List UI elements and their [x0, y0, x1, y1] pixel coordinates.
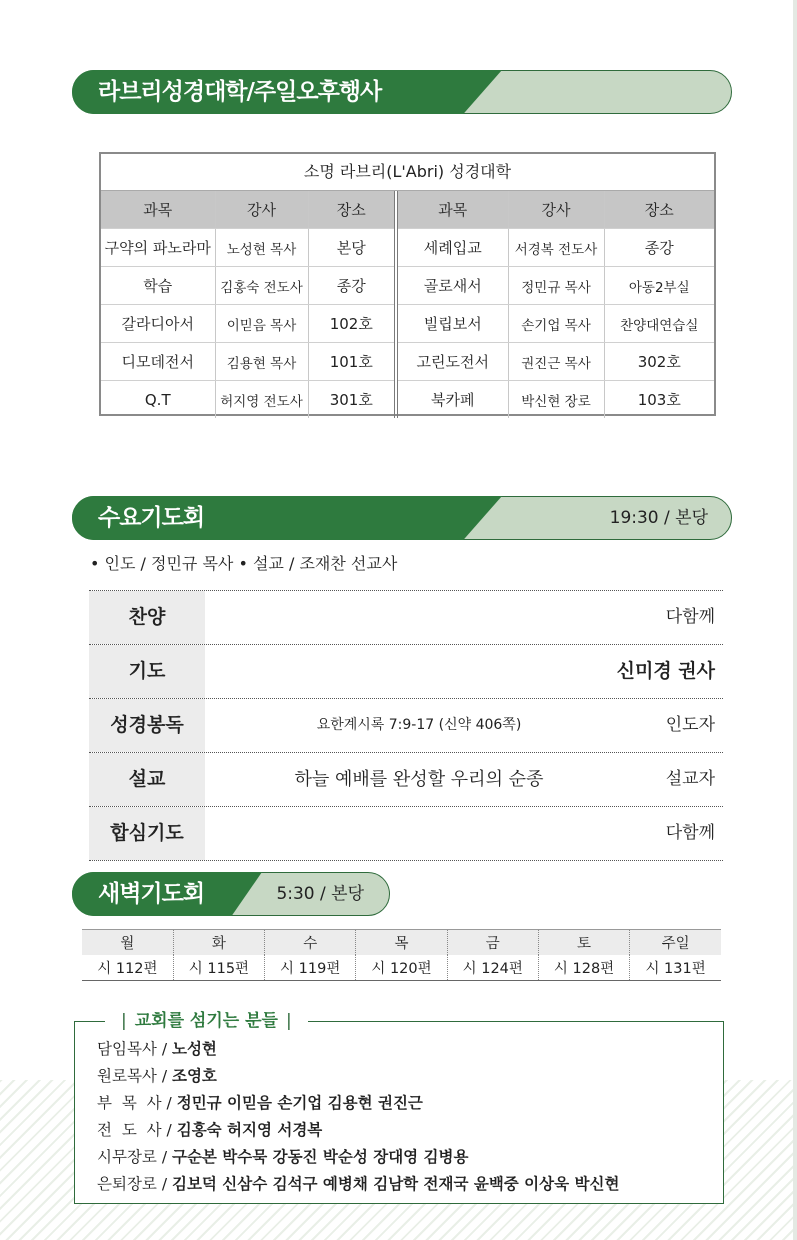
course-cell: 빌립보서	[396, 305, 508, 343]
labri-caption: 소명 라브리(L'Abri) 성경대학	[101, 154, 714, 191]
header-cell: 과목	[396, 191, 508, 229]
servants-list	[97, 1036, 619, 1198]
servant-role: 담임목사 /	[97, 1040, 172, 1058]
course-cell: 학습	[101, 267, 215, 305]
sermon-title: 하늘 예배를 완성할 우리의 순종	[294, 769, 544, 790]
course-cell: 구약의 파노라마	[101, 229, 215, 267]
list-item	[97, 1036, 619, 1063]
order-person: 다함께	[665, 823, 715, 843]
order-person: 설교자	[665, 769, 715, 789]
course-cell: 골로새서	[396, 267, 508, 305]
servant-names: 구순본 박수묵 강동진 박순성 장대영 김병용	[171, 1148, 469, 1166]
teacher-cell: 김용현 목사	[215, 343, 308, 381]
table-row	[101, 343, 714, 381]
order-label: 기도	[89, 645, 205, 698]
table-row	[101, 305, 714, 343]
dawn-title: 새벽기도회	[98, 881, 205, 907]
servant-role: 원로목사 /	[97, 1067, 172, 1085]
servant-names: 조영호	[171, 1067, 217, 1085]
teacher-cell: 권진근 목사	[508, 343, 604, 381]
day-cell: 금	[447, 930, 538, 956]
teacher-cell: 서경복 전도사	[508, 229, 604, 267]
room-cell: 찬양대연습실	[604, 305, 714, 343]
course-cell: 고린도전서	[396, 343, 508, 381]
day-cell: 화	[173, 930, 264, 956]
course-cell: 세례입교	[396, 229, 508, 267]
servant-names: 김보덕 신삼수 김석구 예병채 김남학 전재국 윤백중 이상욱 박신현	[171, 1175, 620, 1193]
order-of-service	[89, 590, 723, 861]
day-row	[82, 930, 721, 956]
day-cell: 월	[82, 930, 173, 956]
room-cell: 101호	[308, 343, 396, 381]
course-cell: 디모데전서	[101, 343, 215, 381]
day-cell: 토	[538, 930, 629, 956]
table-row	[101, 381, 714, 419]
teacher-cell: 손기업 목사	[508, 305, 604, 343]
teacher-cell: 정민규 목사	[508, 267, 604, 305]
order-person: 다함께	[665, 607, 715, 627]
room-cell: 아동2부실	[604, 267, 714, 305]
course-cell: Q.T	[101, 381, 215, 419]
wednesday-banner	[72, 496, 732, 540]
room-cell: 301호	[308, 381, 396, 419]
servant-names: 노성현	[171, 1040, 217, 1058]
psalm-cell: 시 124편	[447, 955, 538, 981]
wednesday-time: 19:30 / 본당	[609, 508, 708, 528]
psalm-cell: 시 131편	[630, 955, 721, 981]
order-person: 신미경 권사	[616, 660, 715, 682]
order-label: 설교	[89, 753, 205, 806]
psalm-cell: 시 120편	[356, 955, 447, 981]
psalm-cell: 시 119편	[265, 955, 356, 981]
wednesday-title: 수요기도회	[98, 505, 205, 531]
order-person: 인도자	[665, 715, 715, 735]
servant-role: 전 도 사 /	[97, 1121, 177, 1139]
day-cell: 주일	[630, 930, 721, 956]
page-edge	[793, 0, 797, 1240]
list-item	[89, 644, 723, 698]
list-item	[89, 806, 723, 861]
header-cell: 과목	[101, 191, 215, 229]
list-item	[89, 698, 723, 752]
servants-legend	[105, 1008, 308, 1034]
servants-title: 교회를 섬기는 분들	[134, 1011, 278, 1031]
list-item	[89, 590, 723, 644]
servants-box	[74, 1011, 724, 1204]
servant-role: 부 목 사 /	[97, 1094, 177, 1112]
list-item	[97, 1063, 619, 1090]
legend-divider: |	[285, 1011, 292, 1031]
list-item	[97, 1144, 619, 1171]
labri-header-row	[101, 191, 714, 229]
servant-names: 정민규 이믿음 손기업 김용현 권진근	[176, 1094, 423, 1112]
room-cell: 102호	[308, 305, 396, 343]
list-item	[89, 752, 723, 806]
list-item	[97, 1171, 619, 1198]
labri-title: 라브리성경대학/주일오후행사	[98, 79, 382, 105]
teacher-cell: 이믿음 목사	[215, 305, 308, 343]
room-cell: 종강	[604, 229, 714, 267]
order-label: 합심기도	[89, 807, 205, 860]
course-cell: 북카페	[396, 381, 508, 419]
scripture-reading: 요한계시록 7:9-17 (신약 406쪽)	[316, 717, 522, 733]
table-row	[101, 267, 714, 305]
room-cell: 종강	[308, 267, 396, 305]
list-item	[97, 1117, 619, 1144]
list-item	[97, 1090, 619, 1117]
header-cell: 강사	[508, 191, 604, 229]
room-cell: 본당	[308, 229, 396, 267]
dawn-time: 5:30 / 본당	[276, 884, 364, 904]
teacher-cell: 허지영 전도사	[215, 381, 308, 419]
servant-role: 시무장로 /	[97, 1148, 172, 1166]
dawn-banner	[72, 872, 390, 916]
wednesday-leaders: • 인도 / 정민규 목사 • 설교 / 조재찬 선교사	[90, 554, 398, 573]
table-row	[101, 229, 714, 267]
psalm-cell: 시 112편	[82, 955, 173, 981]
servant-role: 은퇴장로 /	[97, 1175, 172, 1193]
room-cell: 103호	[637, 391, 681, 409]
psalm-cell: 시 128편	[538, 955, 629, 981]
legend-divider: |	[121, 1011, 127, 1031]
psalm-cell: 시 115편	[173, 955, 264, 981]
dawn-schedule	[82, 929, 721, 981]
teacher-cell: 김홍숙 전도사	[215, 267, 308, 305]
room-cell: 302호	[604, 343, 714, 381]
header-cell: 장소	[308, 191, 396, 229]
psalm-row	[82, 955, 721, 981]
day-cell: 수	[265, 930, 356, 956]
order-label: 성경봉독	[89, 699, 205, 752]
teacher-cell: 박신현 장로	[508, 381, 604, 419]
labri-banner	[72, 70, 732, 114]
order-label: 찬양	[89, 591, 205, 644]
day-cell: 목	[356, 930, 447, 956]
header-cell: 강사	[215, 191, 308, 229]
teacher-cell: 노성현 목사	[215, 229, 308, 267]
course-cell: 갈라디아서	[101, 305, 215, 343]
header-cell: 장소	[604, 191, 714, 229]
servant-names: 김홍숙 허지영 서경복	[176, 1121, 323, 1139]
labri-table	[99, 152, 716, 416]
